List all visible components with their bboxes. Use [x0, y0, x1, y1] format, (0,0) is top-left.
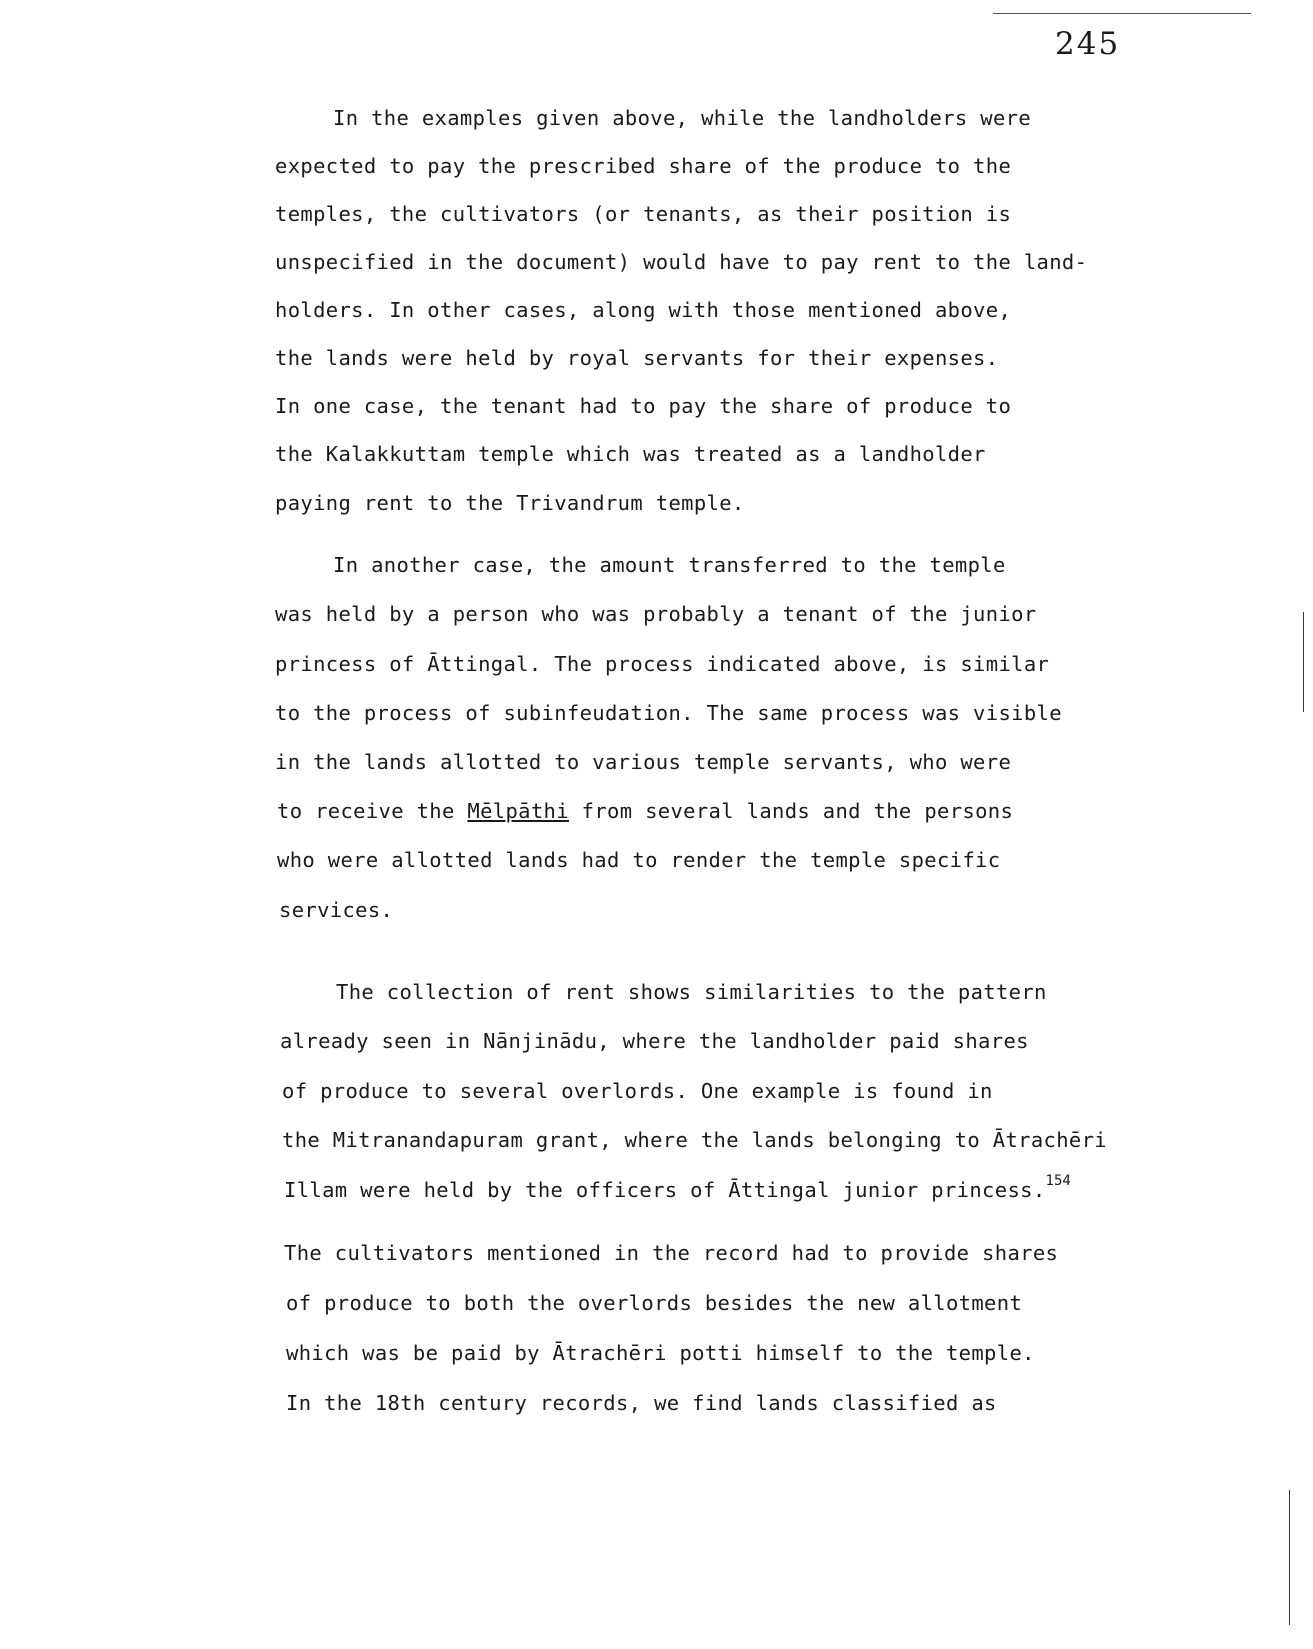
text-line: paying rent to the Trivandrum temple.	[275, 491, 745, 515]
text-line: In one case, the tenant had to pay the share of produce to	[275, 394, 1012, 418]
page-number: 245	[1055, 26, 1121, 62]
text-line: of produce to both the overlords besides the new allotment	[286, 1291, 1023, 1315]
text-line: the lands were held by royal servants for their expenses.	[275, 346, 999, 370]
text-line: In the 18th century records, we find lands classified as	[286, 1391, 997, 1415]
text-line: already seen in Nānjinādu, where the landholder paid shares	[280, 1029, 1029, 1053]
text-line: The collection of rent shows similarities to the pattern	[336, 980, 1047, 1004]
footnote-reference: 154	[1045, 1173, 1071, 1189]
text-line: services.	[279, 898, 394, 922]
text-line	[277, 801, 1013, 822]
text-line: temples, the cultivators (or tenants, as their position is	[275, 202, 1012, 226]
text-line: was held by a person who was probably a tenant of the junior	[275, 602, 1037, 626]
margin-line	[1289, 1490, 1290, 1625]
text-line: expected to pay the prescribed share of the produce to the	[275, 154, 1012, 178]
text-line	[284, 1173, 1071, 1202]
text-line: In another case, the amount transferred to the temple	[333, 553, 1006, 577]
text-line: who were allotted lands had to render the temple specific	[277, 848, 1001, 872]
text-line: of produce to several overlords. One example is found in	[282, 1079, 993, 1103]
underlined-term: Mēlpāthi	[467, 799, 569, 823]
text-line: holders. In other cases, along with those mentioned above,	[275, 298, 1012, 322]
text-line: The cultivators mentioned in the record had to provide shares	[284, 1241, 1059, 1265]
text-line: the Mitranandapuram grant, where the lands belonging to Ātrachēri	[282, 1128, 1107, 1152]
text-line: which was be paid by Ātrachēri potti himself to the temple.	[286, 1341, 1035, 1365]
text-line: in the lands allotted to various temple servants, who were	[275, 750, 1012, 774]
text-segment: from several lands and the persons	[568, 799, 1014, 823]
text-line: princess of Āttingal. The process indicated above, is similar	[275, 652, 1050, 676]
margin-line	[1303, 612, 1304, 712]
text-line: to the process of subinfeudation. The same process was visible	[275, 701, 1062, 725]
text-segment: Illam were held by the officers of Āttingal junior princess.	[284, 1178, 1046, 1202]
text-line: In the examples given above, while the landholders were	[333, 106, 1032, 130]
text-line: the Kalakkuttam temple which was treated as a landholder	[275, 442, 986, 466]
top-rule	[993, 13, 1251, 14]
text-line: unspecified in the document) would have to pay rent to the land-	[275, 250, 1088, 274]
text-segment: to receive the	[277, 799, 468, 823]
